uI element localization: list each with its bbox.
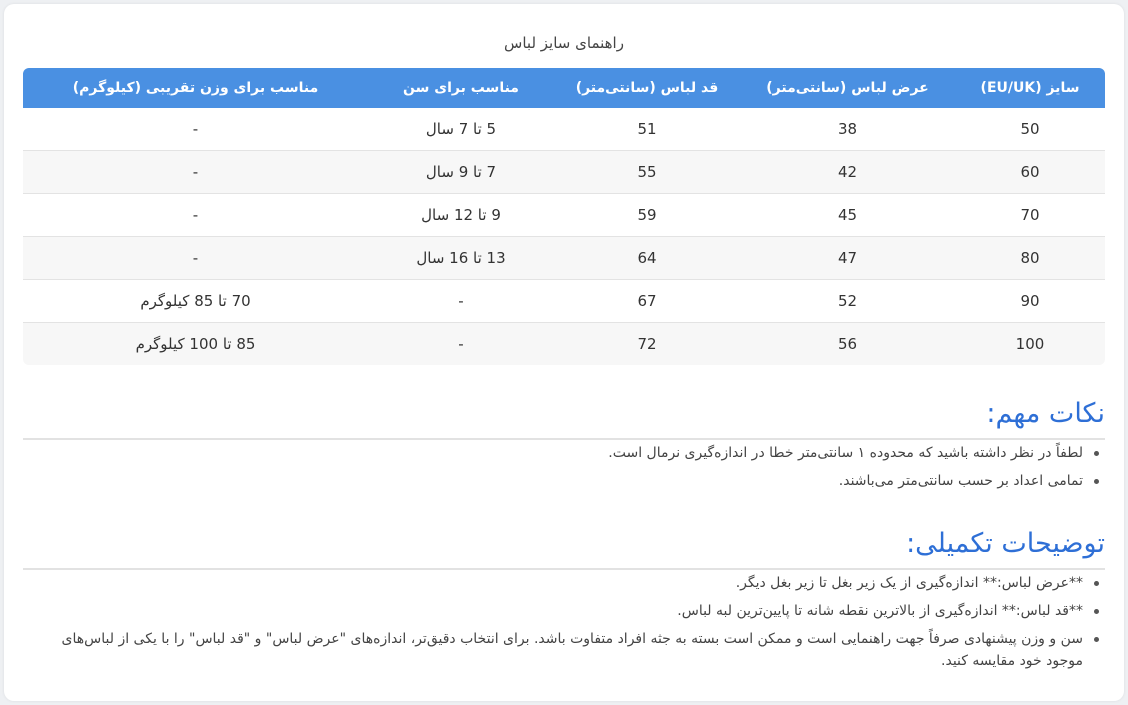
cell-weight: 85 تا 100 کیلوگرم xyxy=(23,323,368,366)
cell-age: 9 تا 12 سال xyxy=(368,194,554,237)
header-size: سایز (EU/UK) xyxy=(955,68,1105,108)
cell-width: 56 xyxy=(740,323,955,366)
list-item: تمامی اعداد بر حسب سانتی‌متر می‌باشند. xyxy=(35,470,1105,492)
list-item: لطفاً در نظر داشته باشید که محدوده ۱ سانتی‌متر خطا در اندازه‌گیری نرمال است. xyxy=(35,442,1105,464)
table-row xyxy=(23,151,1105,194)
cell-weight: 70 تا 85 کیلوگرم xyxy=(23,280,368,323)
cell-size: 90 xyxy=(955,280,1105,323)
cell-weight: - xyxy=(23,237,368,280)
cell-size: 50 xyxy=(955,108,1105,151)
cell-width: 47 xyxy=(740,237,955,280)
details-list xyxy=(35,572,1105,678)
cell-age: 13 تا 16 سال xyxy=(368,237,554,280)
notes-divider xyxy=(23,438,1105,440)
size-table xyxy=(23,68,1105,365)
cell-size: 70 xyxy=(955,194,1105,237)
table-caption: راهنمای سایز لباس xyxy=(504,34,624,52)
cell-size: 100 xyxy=(955,323,1105,366)
cell-width: 45 xyxy=(740,194,955,237)
notes-heading: نکات مهم: xyxy=(986,398,1105,429)
size-guide-card xyxy=(4,4,1124,701)
table-row xyxy=(23,194,1105,237)
cell-width: 38 xyxy=(740,108,955,151)
list-item: سن و وزن پیشنهادی صرفاً جهت راهنمایی است و ممکن است بسته به جثه افراد متفاوت باشد. برای انتخاب دقیق‌تر، اندازه‌های "عرض لباس" و "قد لباس" را با یکی از لباس‌های موجود خود مقایسه کنید. xyxy=(35,628,1105,672)
cell-weight: - xyxy=(23,151,368,194)
cell-length: 64 xyxy=(554,237,740,280)
cell-size: 80 xyxy=(955,237,1105,280)
cell-weight: - xyxy=(23,108,368,151)
cell-length: 55 xyxy=(554,151,740,194)
details-divider xyxy=(23,568,1105,570)
cell-age: - xyxy=(368,323,554,366)
details-heading: توضیحات تکمیلی: xyxy=(906,528,1105,559)
cell-length: 72 xyxy=(554,323,740,366)
header-length: قد لباس (سانتی‌متر) xyxy=(554,68,740,108)
cell-length: 51 xyxy=(554,108,740,151)
table-row xyxy=(23,237,1105,280)
list-item: **قد لباس:** اندازه‌گیری از بالاترین نقطه شانه تا پایین‌ترین لبه لباس. xyxy=(35,600,1105,622)
list-item: **عرض لباس:** اندازه‌گیری از یک زیر بغل تا زیر بغل دیگر. xyxy=(35,572,1105,594)
cell-weight: - xyxy=(23,194,368,237)
header-age: مناسب برای سن xyxy=(368,68,554,108)
table-row xyxy=(23,280,1105,323)
header-width: عرض لباس (سانتی‌متر) xyxy=(740,68,955,108)
cell-size: 60 xyxy=(955,151,1105,194)
table-row xyxy=(23,323,1105,366)
cell-age: 7 تا 9 سال xyxy=(368,151,554,194)
table-row xyxy=(23,108,1105,151)
header-weight: مناسب برای وزن تقریبی (کیلوگرم) xyxy=(23,68,368,108)
table-header-row xyxy=(23,68,1105,108)
cell-width: 52 xyxy=(740,280,955,323)
cell-age: - xyxy=(368,280,554,323)
cell-width: 42 xyxy=(740,151,955,194)
cell-length: 67 xyxy=(554,280,740,323)
notes-list xyxy=(35,442,1105,498)
cell-age: 5 تا 7 سال xyxy=(368,108,554,151)
cell-length: 59 xyxy=(554,194,740,237)
